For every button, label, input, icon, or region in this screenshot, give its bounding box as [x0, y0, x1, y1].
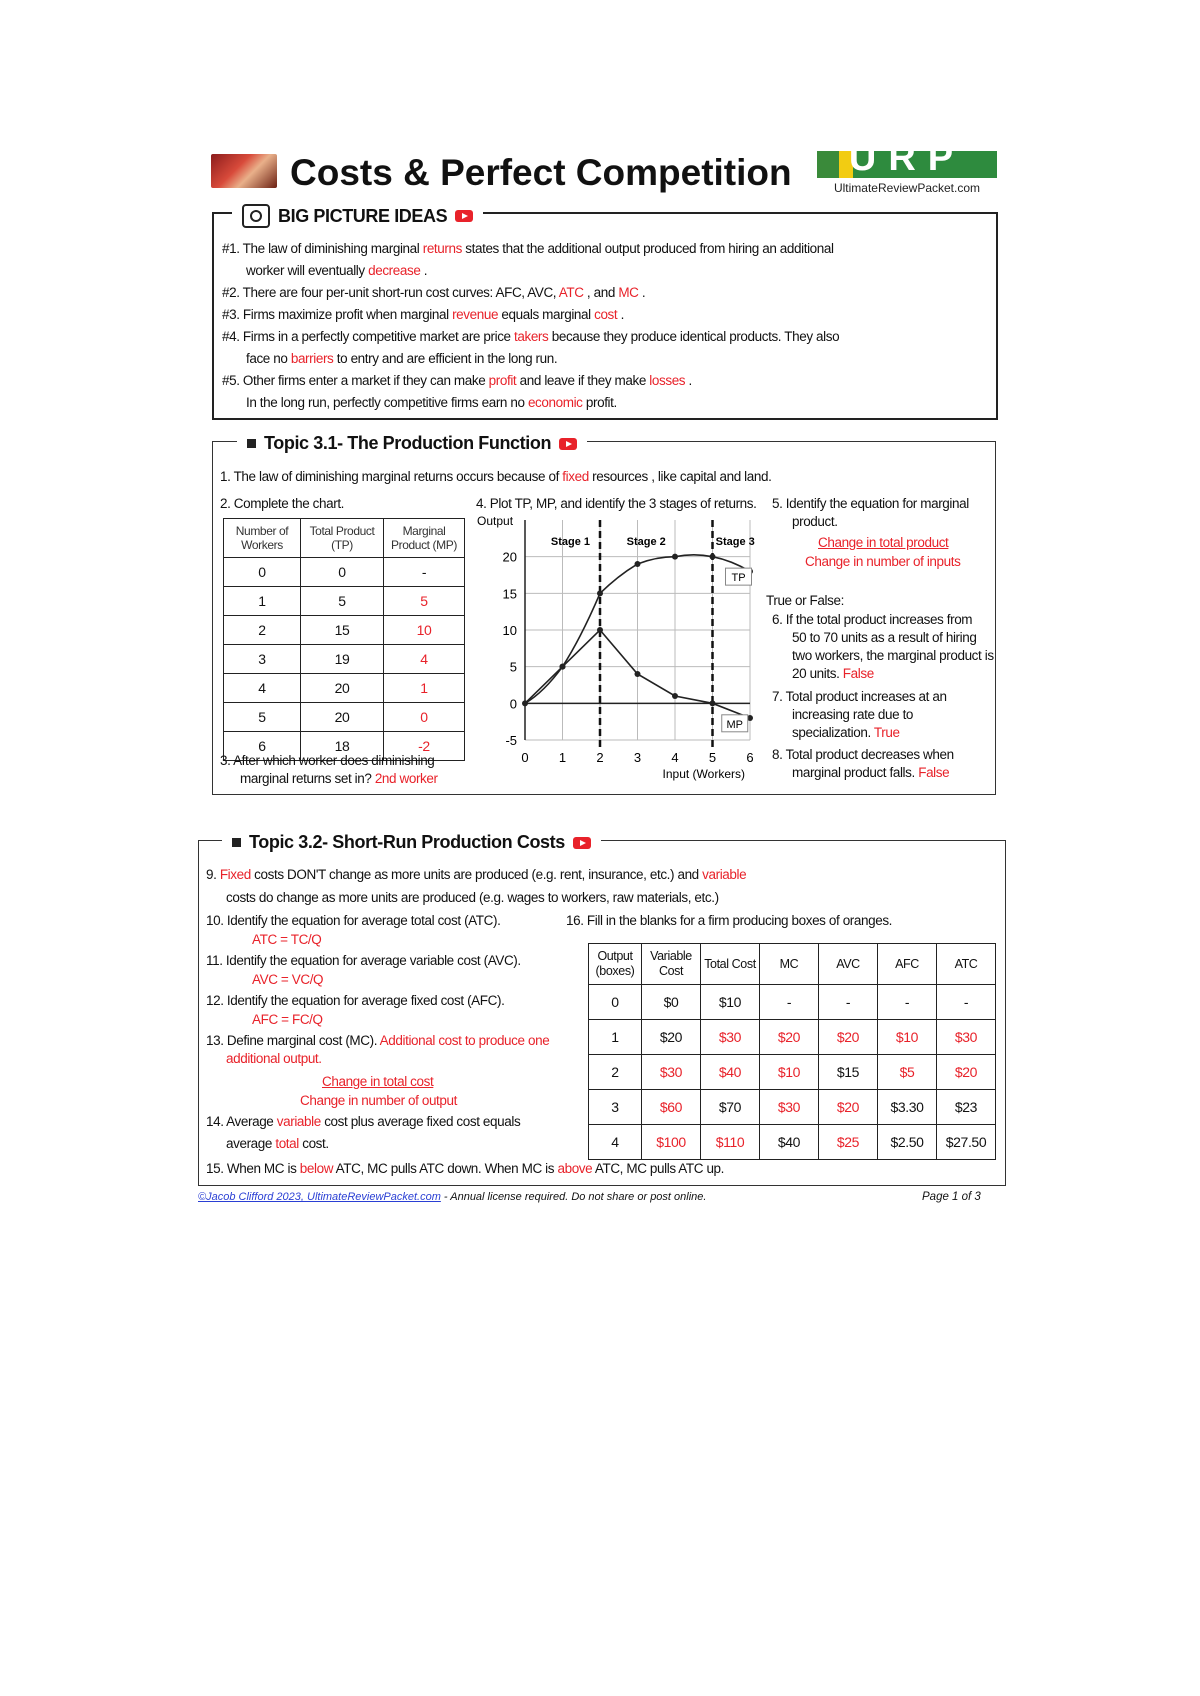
x-tick-label: 5: [708, 750, 717, 765]
y-tick-label: 10: [502, 623, 517, 638]
table-cell: $110: [701, 1125, 760, 1160]
table-cell: $30: [642, 1055, 701, 1090]
table-cell: 5: [224, 703, 301, 732]
q13-denominator: Change in number of output: [300, 1093, 457, 1108]
y-tick-label: -5: [505, 733, 517, 748]
table-cell: -: [384, 558, 465, 587]
table-header: ATC: [937, 944, 996, 985]
table-row: [589, 1125, 996, 1160]
data-point-mp: [672, 693, 678, 699]
big-picture-line: worker will eventually decrease .: [246, 263, 428, 278]
q6: 6. If the total product increases from 50 to 70 units as a result of hiring two workers, the marginal product is 20 units. False: [772, 612, 994, 681]
table-row: [589, 1020, 996, 1055]
table-row: [224, 558, 465, 587]
big-picture-line: #5. Other firms enter a market if they can make profit and leave if they make losses .: [222, 373, 692, 388]
table-row: [224, 674, 465, 703]
table-cell: $20: [642, 1020, 701, 1055]
y-tick-label: 20: [502, 549, 517, 565]
table-cell: $0: [642, 985, 701, 1020]
table-row: [224, 703, 465, 732]
q5-numerator: Change in total product: [818, 535, 949, 550]
table-cell: 1: [224, 587, 301, 616]
table-cell: -: [878, 985, 937, 1020]
table-header: Total Cost: [701, 944, 760, 985]
table-cell: $30: [937, 1020, 996, 1055]
table-cell: $20: [937, 1055, 996, 1090]
table-cell: $100: [642, 1125, 701, 1160]
big-picture-line: #2. There are four per-unit short-run cost curves: AFC, AVC, ATC , and MC .: [222, 285, 646, 300]
y-tick-label: 0: [509, 696, 517, 712]
table-cell: $3.30: [878, 1090, 937, 1125]
table-cell: -2: [384, 732, 465, 761]
table-cell: 15: [301, 616, 384, 645]
table-row: [589, 985, 996, 1020]
youtube-icon[interactable]: [573, 837, 591, 849]
urp-logo: [817, 137, 997, 197]
topic31-title: Topic 3.1- The Production Function: [237, 433, 587, 454]
footer-copyright: ©Jacob Clifford 2023, UltimateReviewPacket.com - Annual license required. Do not share or post online.: [198, 1191, 707, 1203]
table-cell: 2: [224, 616, 301, 645]
table-cell: 2: [589, 1055, 642, 1090]
data-point-tp: [597, 590, 603, 596]
bullet-square-icon: [232, 838, 241, 847]
q15: 15. When MC is below ATC, MC pulls ATC down. When MC is above ATC, MC pulls ATC up.: [206, 1161, 725, 1176]
table-cell: 3: [224, 645, 301, 674]
q9: 9. Fixed costs DON'T change as more units are produced (e.g. rent, insurance, etc.) and variable costs do change as more units are produced (e.g. wages to workers, raw materials, etc.): [206, 867, 747, 905]
q12: 12. Identify the equation for average fixed cost (AFC).: [206, 993, 505, 1008]
series-label: MP: [726, 718, 743, 731]
table-cell: 6: [224, 732, 301, 761]
x-tick-label: 4: [671, 750, 679, 765]
table-header: Marginal Product (MP): [384, 519, 465, 558]
table-cell: $27.50: [937, 1125, 996, 1160]
page-number: Page 1 of 3: [922, 1191, 981, 1203]
q2: 2. Complete the chart.: [220, 496, 345, 511]
q10: 10. Identify the equation for average total cost (ATC).: [206, 913, 501, 928]
big-picture-title: BIG PICTURE IDEAS: [232, 204, 483, 228]
topic32-title: Topic 3.2- Short-Run Production Costs: [222, 832, 601, 853]
table-cell: $20: [819, 1020, 878, 1055]
table-cell: $10: [701, 985, 760, 1020]
author-photo: [211, 154, 277, 188]
table-row: [224, 645, 465, 674]
table-cell: $15: [819, 1055, 878, 1090]
table-cell: 20: [301, 674, 384, 703]
table-cell: $40: [760, 1125, 819, 1160]
q8: 8. Total product decreases when marginal product falls. False: [772, 747, 954, 780]
stage-label: Stage 2: [626, 536, 666, 548]
table-cell: 18: [301, 732, 384, 761]
camera-icon: [242, 204, 270, 228]
table-row: [589, 1055, 996, 1090]
y-tick-label: 5: [509, 659, 517, 675]
y-axis-label: Output: [477, 514, 514, 528]
table-header: MC: [760, 944, 819, 985]
table-cell: $40: [701, 1055, 760, 1090]
table-header: Output (boxes): [589, 944, 642, 985]
data-point-mp: [597, 627, 603, 633]
page-title: Costs & Perfect Competition: [290, 152, 792, 193]
q12-answer: AFC = FC/Q: [252, 1012, 323, 1027]
table-cell: 4: [224, 674, 301, 703]
stage-label: Stage 3: [715, 536, 755, 548]
big-picture-line: #3. Firms maximize profit when marginal revenue equals marginal cost .: [222, 307, 624, 322]
table-header: Total Product (TP): [301, 519, 384, 558]
table-cell: -: [937, 985, 996, 1020]
x-axis-label: Input (Workers): [662, 767, 745, 781]
big-picture-line: In the long run, perfectly competitive firms earn no economic profit.: [246, 395, 617, 410]
x-tick-label: 0: [521, 750, 529, 765]
data-point-mp: [635, 671, 641, 677]
bullet-square-icon: [247, 439, 256, 448]
data-point-tp: [635, 561, 641, 567]
table-cell: $60: [642, 1090, 701, 1125]
q11-answer: AVC = VC/Q: [252, 972, 324, 987]
table-cell: $5: [878, 1055, 937, 1090]
table-cell: 20: [301, 703, 384, 732]
table-header: Variable Cost: [642, 944, 701, 985]
data-point-tp: [672, 554, 678, 560]
table-cell: 0: [224, 558, 301, 587]
q7: 7. Total product increases at an increasing rate due to specialization. True: [772, 689, 947, 740]
table-cell: 5: [384, 587, 465, 616]
table-cell: 4: [589, 1125, 642, 1160]
table-header: AVC: [819, 944, 878, 985]
table-cell: 0: [301, 558, 384, 587]
table-cell: 0: [589, 985, 642, 1020]
q13-numerator: Change in total cost: [322, 1074, 434, 1089]
tp-table: [223, 518, 465, 761]
table-row: [589, 1090, 996, 1125]
table-header: AFC: [878, 944, 937, 985]
q4: 4. Plot TP, MP, and identify the 3 stages of returns.: [476, 496, 757, 511]
x-tick-label: 2: [596, 750, 604, 765]
q5-denominator: Change in number of inputs: [805, 554, 961, 569]
table-cell: 19: [301, 645, 384, 674]
table-cell: -: [819, 985, 878, 1020]
q1: 1. The law of diminishing marginal returns occurs because of fixed resources , like capital and land.: [220, 469, 772, 484]
table-cell: -: [760, 985, 819, 1020]
q10-answer: ATC = TC/Q: [252, 932, 322, 947]
big-picture-line: #1. The law of diminishing marginal returns states that the additional output produced from hiring an additional: [222, 241, 834, 256]
q11: 11. Identify the equation for average variable cost (AVC).: [206, 953, 521, 968]
table-row: [224, 587, 465, 616]
table-cell: $23: [937, 1090, 996, 1125]
data-point-tp: [710, 554, 716, 560]
table-cell: $30: [701, 1020, 760, 1055]
big-picture-line: face no barriers to entry and are efficient in the long run.: [246, 351, 558, 366]
table-cell: 4: [384, 645, 465, 674]
tf-label: True or False:: [766, 593, 844, 608]
table-cell: $10: [760, 1055, 819, 1090]
youtube-icon[interactable]: [559, 438, 577, 450]
table-cell: $2.50: [878, 1125, 937, 1160]
x-tick-label: 6: [746, 750, 754, 765]
logo-url: UltimateReviewPacket.com: [833, 181, 981, 195]
table-cell: 1: [589, 1020, 642, 1055]
table-cell: 5: [301, 587, 384, 616]
stage-label: Stage 1: [550, 536, 591, 548]
data-point-mp: [560, 664, 566, 670]
table-cell: $70: [701, 1090, 760, 1125]
table-header: Number of Workers: [224, 519, 301, 558]
q5: 5. Identify the equation for marginal product.: [772, 496, 969, 529]
table-cell: 10: [384, 616, 465, 645]
q16: 16. Fill in the blanks for a firm producing boxes of oranges.: [566, 913, 893, 928]
logo-letters: URP: [848, 137, 966, 179]
table-cell: $30: [760, 1090, 819, 1125]
table-cell: 0: [384, 703, 465, 732]
table-cell: $20: [819, 1090, 878, 1125]
x-tick-label: 3: [633, 750, 642, 765]
y-tick-label: 15: [502, 586, 517, 602]
table-cell: $20: [760, 1020, 819, 1055]
youtube-icon[interactable]: [455, 210, 473, 222]
q3: 3. After which worker does diminishing marginal returns set in? 2nd worker: [220, 753, 438, 786]
series-label: TP: [731, 572, 746, 585]
x-tick-label: 1: [558, 750, 567, 765]
q13: 13. Define marginal cost (MC). Additional cost to produce one additional output.: [206, 1033, 550, 1066]
table-cell: 1: [384, 674, 465, 703]
big-picture-line: #4. Firms in a perfectly competitive market are price takers because they produce identical products. They also: [222, 329, 840, 344]
q14: 14. Average variable cost plus average fixed cost equals average total cost.: [206, 1114, 521, 1151]
data-point-mp: [710, 700, 716, 706]
table-cell: $25: [819, 1125, 878, 1160]
table-cell: 3: [589, 1090, 642, 1125]
table-cell: $10: [878, 1020, 937, 1055]
cost-table: [588, 943, 996, 1160]
footer-link[interactable]: UltimateReviewPacket.com: [307, 1191, 441, 1203]
tp-mp-chart: [470, 510, 760, 792]
table-row: [224, 616, 465, 645]
